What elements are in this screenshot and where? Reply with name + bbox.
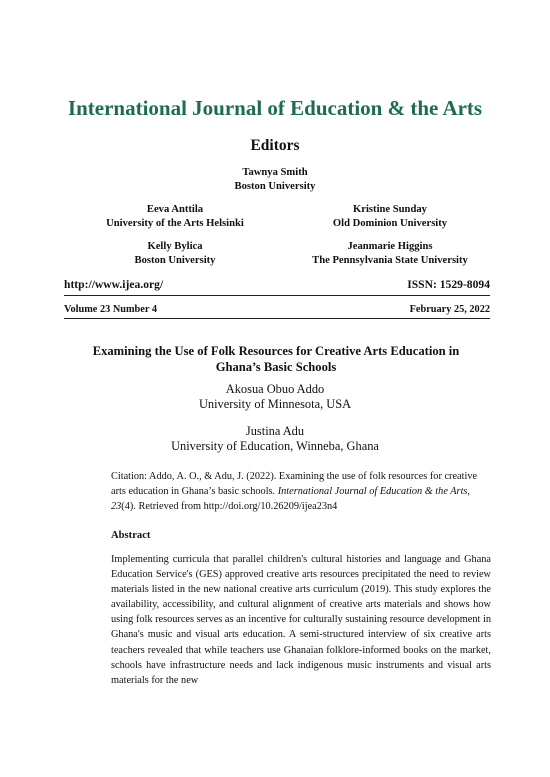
author-affiliation: University of Education, Winneba, Ghana [171, 439, 379, 453]
citation-journal: International Journal of Education & the Arts, 23 [111, 486, 471, 512]
citation-issue: (4). Retrieved from http://doi.org/10.26209/ijea23n4 [121, 501, 338, 512]
author-1 [0, 382, 550, 412]
issue-info-row [64, 304, 490, 315]
editor-left-2 [75, 240, 275, 268]
author-2 [0, 424, 550, 454]
author-affiliation: University of Minnesota, USA [198, 397, 352, 411]
journal-url[interactable]: http://www.ijea.org/ [64, 278, 164, 291]
editor-name: Kristine Sunday [353, 204, 427, 215]
editor-affiliation: University of the Arts Helsinki [106, 218, 244, 229]
editor-right-2 [290, 240, 490, 268]
editor-name: Kelly Bylica [147, 241, 203, 252]
author-name: Justina Adu [245, 424, 305, 438]
abstract-heading: Abstract [111, 530, 151, 541]
citation [111, 469, 479, 514]
journal-title: International Journal of Education & the Arts [67, 96, 483, 120]
journal-info-row [64, 278, 490, 291]
divider-bottom [64, 318, 490, 319]
journal-issn: ISSN: 1529-8094 [407, 278, 490, 291]
editor-name: Eeva Anttila [146, 204, 204, 215]
issue-date: February 25, 2022 [409, 304, 490, 315]
volume-number: Volume 23 Number 4 [64, 304, 157, 315]
divider-top [64, 295, 490, 296]
editor-affiliation: Boston University [134, 255, 216, 266]
editors-heading: Editors [250, 137, 300, 154]
editor-lead [0, 166, 550, 194]
editor-affiliation: The Pennsylvania State University [312, 255, 468, 266]
abstract-text: Implementing curricula that parallel children's cultural histories and language and Ghana Education Service's (GES) approved creative arts resources precipitated the need to review materials listed in the new national creative arts curriculum (2019). This study explores the availability, accessibility, and cultural alignment of creative arts materials and shows how using folk resources serves as an incentive for culturally sustaining resource development in Ghana's music and visual arts education. A semi-structured interview of six creative arts teachers revealed that while teachers use Ghanaian folklore-informed books on the market, schools have infrastructure needs and lack indigenous music instruments and visual arts materials for the new [111, 554, 491, 686]
citation-text: Citation: Addo, A. O., & Adu, J. (2022). Examining the use of folk resources for creative arts education in Ghana’s basic schools. [111, 471, 478, 497]
editor-affiliation: Old Dominion University [332, 218, 448, 229]
editor-right-1 [290, 203, 490, 231]
editor-name: Tawnya Smith [242, 167, 308, 178]
article-title: Examining the Use of Folk Resources for Creative Arts Education in Ghana’s Basic Schools [92, 344, 460, 374]
editor-name: Jeanmarie Higgins [347, 241, 433, 252]
author-name: Akosua Obuo Addo [225, 382, 325, 396]
editor-left-1 [75, 203, 275, 231]
editor-affiliation: Boston University [234, 181, 316, 192]
